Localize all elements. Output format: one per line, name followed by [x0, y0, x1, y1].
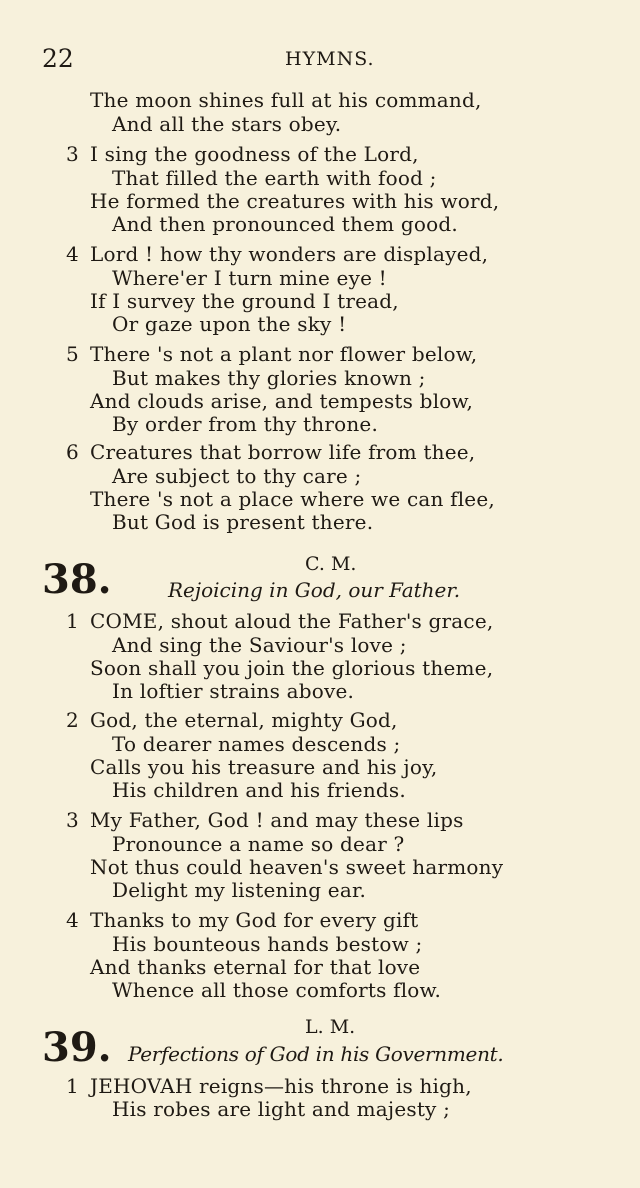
verse-line: The moon shines full at his command,	[90, 88, 482, 112]
hymn-meter: L. M.	[305, 1016, 356, 1038]
verse-line: And thanks eternal for that love	[90, 955, 421, 979]
stanza-number: 1	[66, 1074, 79, 1098]
hymn-meter: C. M.	[305, 553, 357, 575]
hymn-title: Perfections of God in his Government.	[128, 1042, 504, 1066]
verse-line: I sing the goodness of the Lord,	[90, 142, 419, 166]
stanza-number: 6	[66, 440, 79, 464]
verse-line: Delight my listening ear.	[112, 878, 367, 902]
verse-line: To dearer names descends ;	[112, 732, 401, 756]
verse-line: There 's not a place where we can flee,	[90, 487, 495, 511]
verse-line: Soon shall you join the glorious theme,	[90, 656, 494, 680]
verse-line: He formed the creatures with his word,	[90, 189, 500, 213]
verse-line: Whence all those comforts flow.	[112, 978, 442, 1002]
stanza-number: 5	[66, 342, 79, 366]
running-head: HYMNS.	[285, 48, 375, 70]
verse-line: But makes thy glories known ;	[112, 366, 426, 390]
verse-line: Where'er I turn mine eye !	[112, 266, 387, 290]
hymn-number: 39.	[42, 1024, 112, 1071]
verse-line: Thanks to my God for every gift	[90, 908, 419, 932]
verse-line: God, the eternal, mighty God,	[90, 708, 398, 732]
verse-line: There 's not a plant nor flower below,	[90, 342, 478, 366]
verse-line: But God is present there.	[112, 510, 374, 534]
verse-line: Creatures that borrow life from thee,	[90, 440, 476, 464]
verse-line: And then pronounced them good.	[112, 212, 458, 236]
verse-line: Calls you his treasure and his joy,	[90, 755, 438, 779]
stanza-number: 1	[66, 609, 79, 633]
verse-line: By order from thy throne.	[112, 412, 379, 436]
verse-line: And clouds arise, and tempests blow,	[90, 389, 474, 413]
stanza-number: 3	[66, 808, 79, 832]
verse-line: Are subject to thy care ;	[112, 464, 362, 488]
verse-line: His robes are light and majesty ;	[112, 1097, 451, 1121]
stanza-number: 2	[66, 708, 79, 732]
verse-line: And all the stars obey.	[112, 112, 342, 136]
verse-line: Pronounce a name so dear ?	[112, 832, 405, 856]
verse-line: And sing the Saviour's love ;	[112, 633, 407, 657]
verse-line: Lord ! how thy wonders are displayed,	[90, 242, 489, 266]
verse-line: JEHOVAH reigns—his throne is high,	[90, 1074, 472, 1098]
stanza-number: 3	[66, 142, 79, 166]
verse-line: COME, shout aloud the Father's grace,	[90, 609, 494, 633]
stanza-number: 4	[66, 242, 79, 266]
verse-line: My Father, God ! and may these lips	[90, 808, 464, 832]
verse-line: If I survey the ground I tread,	[90, 289, 399, 313]
hymn-title: Rejoicing in God, our Father.	[168, 578, 461, 602]
hymn-number: 38.	[42, 556, 112, 603]
verse-line: That filled the earth with food ;	[112, 166, 437, 190]
verse-line: His children and his friends.	[112, 778, 406, 802]
verse-line: Not thus could heaven's sweet harmony	[90, 855, 504, 879]
page-number: 22	[42, 44, 74, 73]
verse-line: Or gaze upon the sky !	[112, 312, 347, 336]
stanza-number: 4	[66, 908, 79, 932]
verse-line: In loftier strains above.	[112, 679, 355, 703]
verse-line: His bounteous hands bestow ;	[112, 932, 423, 956]
